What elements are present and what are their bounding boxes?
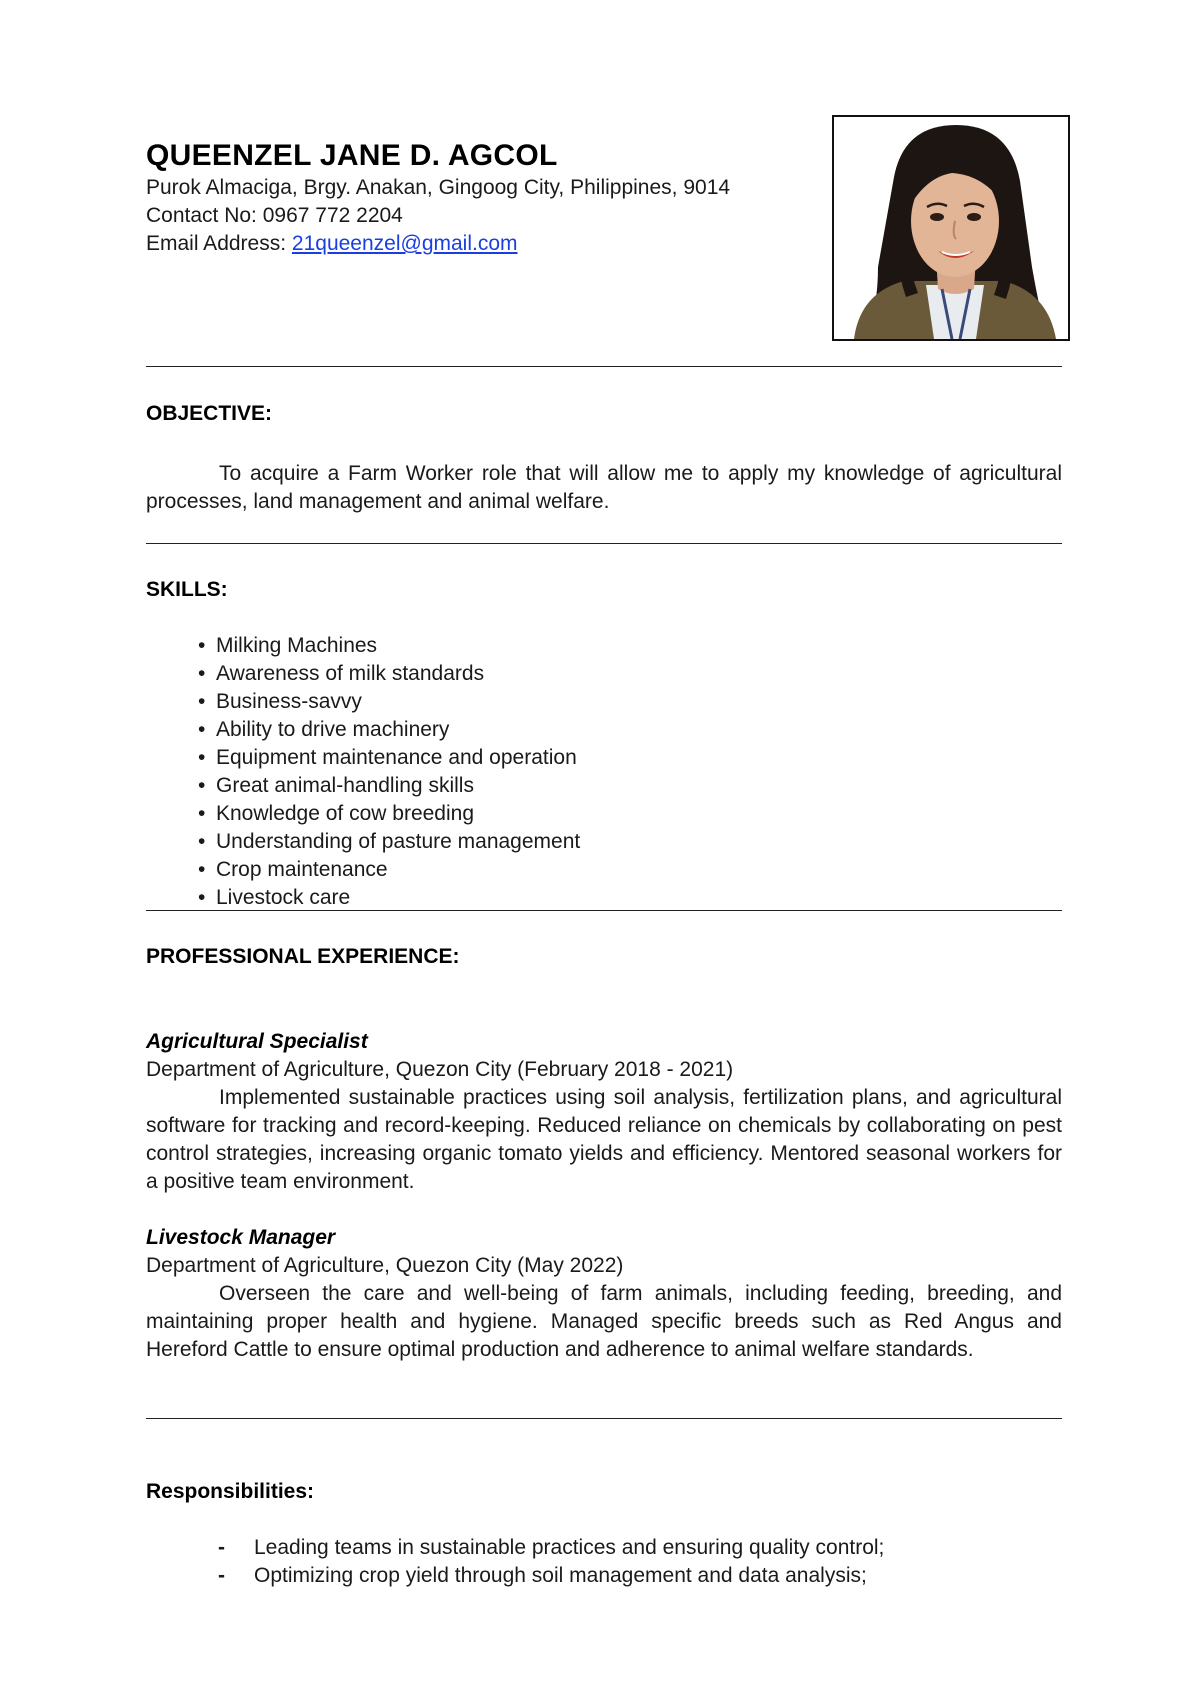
email-label: Email Address: [146, 232, 292, 255]
skill-item: • Ability to drive machinery [198, 716, 580, 744]
dash-marker: - [218, 1564, 225, 1587]
bullet: • [198, 662, 206, 685]
skill-item: • Livestock care [198, 884, 580, 912]
divider [146, 910, 1062, 911]
skill-item: • Understanding of pasture management [198, 828, 580, 856]
job-organization: Department of Agriculture, Quezon City (May 2022) [146, 1254, 624, 1277]
skill-item: • Equipment maintenance and operation [198, 744, 580, 772]
skills-heading: SKILLS: [146, 578, 228, 601]
profile-photo [832, 115, 1070, 341]
objective-heading: OBJECTIVE: [146, 402, 273, 425]
skill-item: • Knowledge of cow breeding [198, 800, 580, 828]
bullet: • [198, 634, 206, 657]
divider [146, 1418, 1062, 1419]
responsibility-item: - Optimizing crop yield through soil management and data analysis; [218, 1562, 884, 1590]
bullet: • [198, 802, 206, 825]
address: Purok Almaciga, Brgy. Anakan, Gingoog City, Philippines, 9014 [146, 176, 731, 199]
contact-number: Contact No: 0967 772 2204 [146, 204, 403, 227]
responsibility-item: - Leading teams in sustainable practices and ensuring quality control; [218, 1534, 884, 1562]
bullet: • [198, 746, 206, 769]
skill-item: • Milking Machines [198, 632, 580, 660]
bullet: • [198, 774, 206, 797]
job-title: Agricultural Specialist [146, 1030, 368, 1053]
divider [146, 543, 1062, 544]
applicant-name: QUEENZEL JANE D. AGCOL [146, 139, 558, 172]
objective-text: To acquire a Farm Worker role that will allow me to apply my knowledge of agricultural processes, land management and animal welfare. [146, 462, 1062, 513]
skill-item: • Business-savvy [198, 688, 580, 716]
job-description: Implemented sustainable practices using soil analysis, fertilization plans, and agricultural software for tracking and record-keeping. Reduced reliance on chemicals by collaborating on pest control strategies, increasing organic tomato yields and efficiency. Mentored seasonal workers for a positive team environment. [146, 1086, 1062, 1193]
job-title: Livestock Manager [146, 1226, 336, 1249]
experience-heading: PROFESSIONAL EXPERIENCE: [146, 945, 460, 968]
bullet: • [198, 858, 206, 881]
job-description: Overseen the care and well-being of farm animals, including feeding, breeding, and maintaining proper health and hygiene. Managed specific breeds such as Red Angus and Hereford Cattle to ensure optimal production and adherence to animal welfare standards. [146, 1282, 1062, 1361]
dash-marker: - [218, 1536, 225, 1559]
skill-item: • Great animal-handling skills [198, 772, 580, 800]
responsibilities-heading: Responsibilities: [146, 1480, 315, 1503]
skill-item: • Crop maintenance [198, 856, 580, 884]
bullet: • [198, 690, 206, 713]
email-line [146, 230, 518, 258]
bullet: • [198, 718, 206, 741]
skill-item: • Awareness of milk standards [198, 660, 580, 688]
skills-list [198, 632, 580, 912]
responsibilities-list [218, 1534, 884, 1590]
email-link[interactable]: 21queenzel@gmail.com [291, 232, 518, 255]
bullet: • [198, 886, 206, 909]
divider [146, 366, 1062, 367]
job-organization: Department of Agriculture, Quezon City (February 2018 - 2021) [146, 1058, 734, 1081]
bullet: • [198, 830, 206, 853]
